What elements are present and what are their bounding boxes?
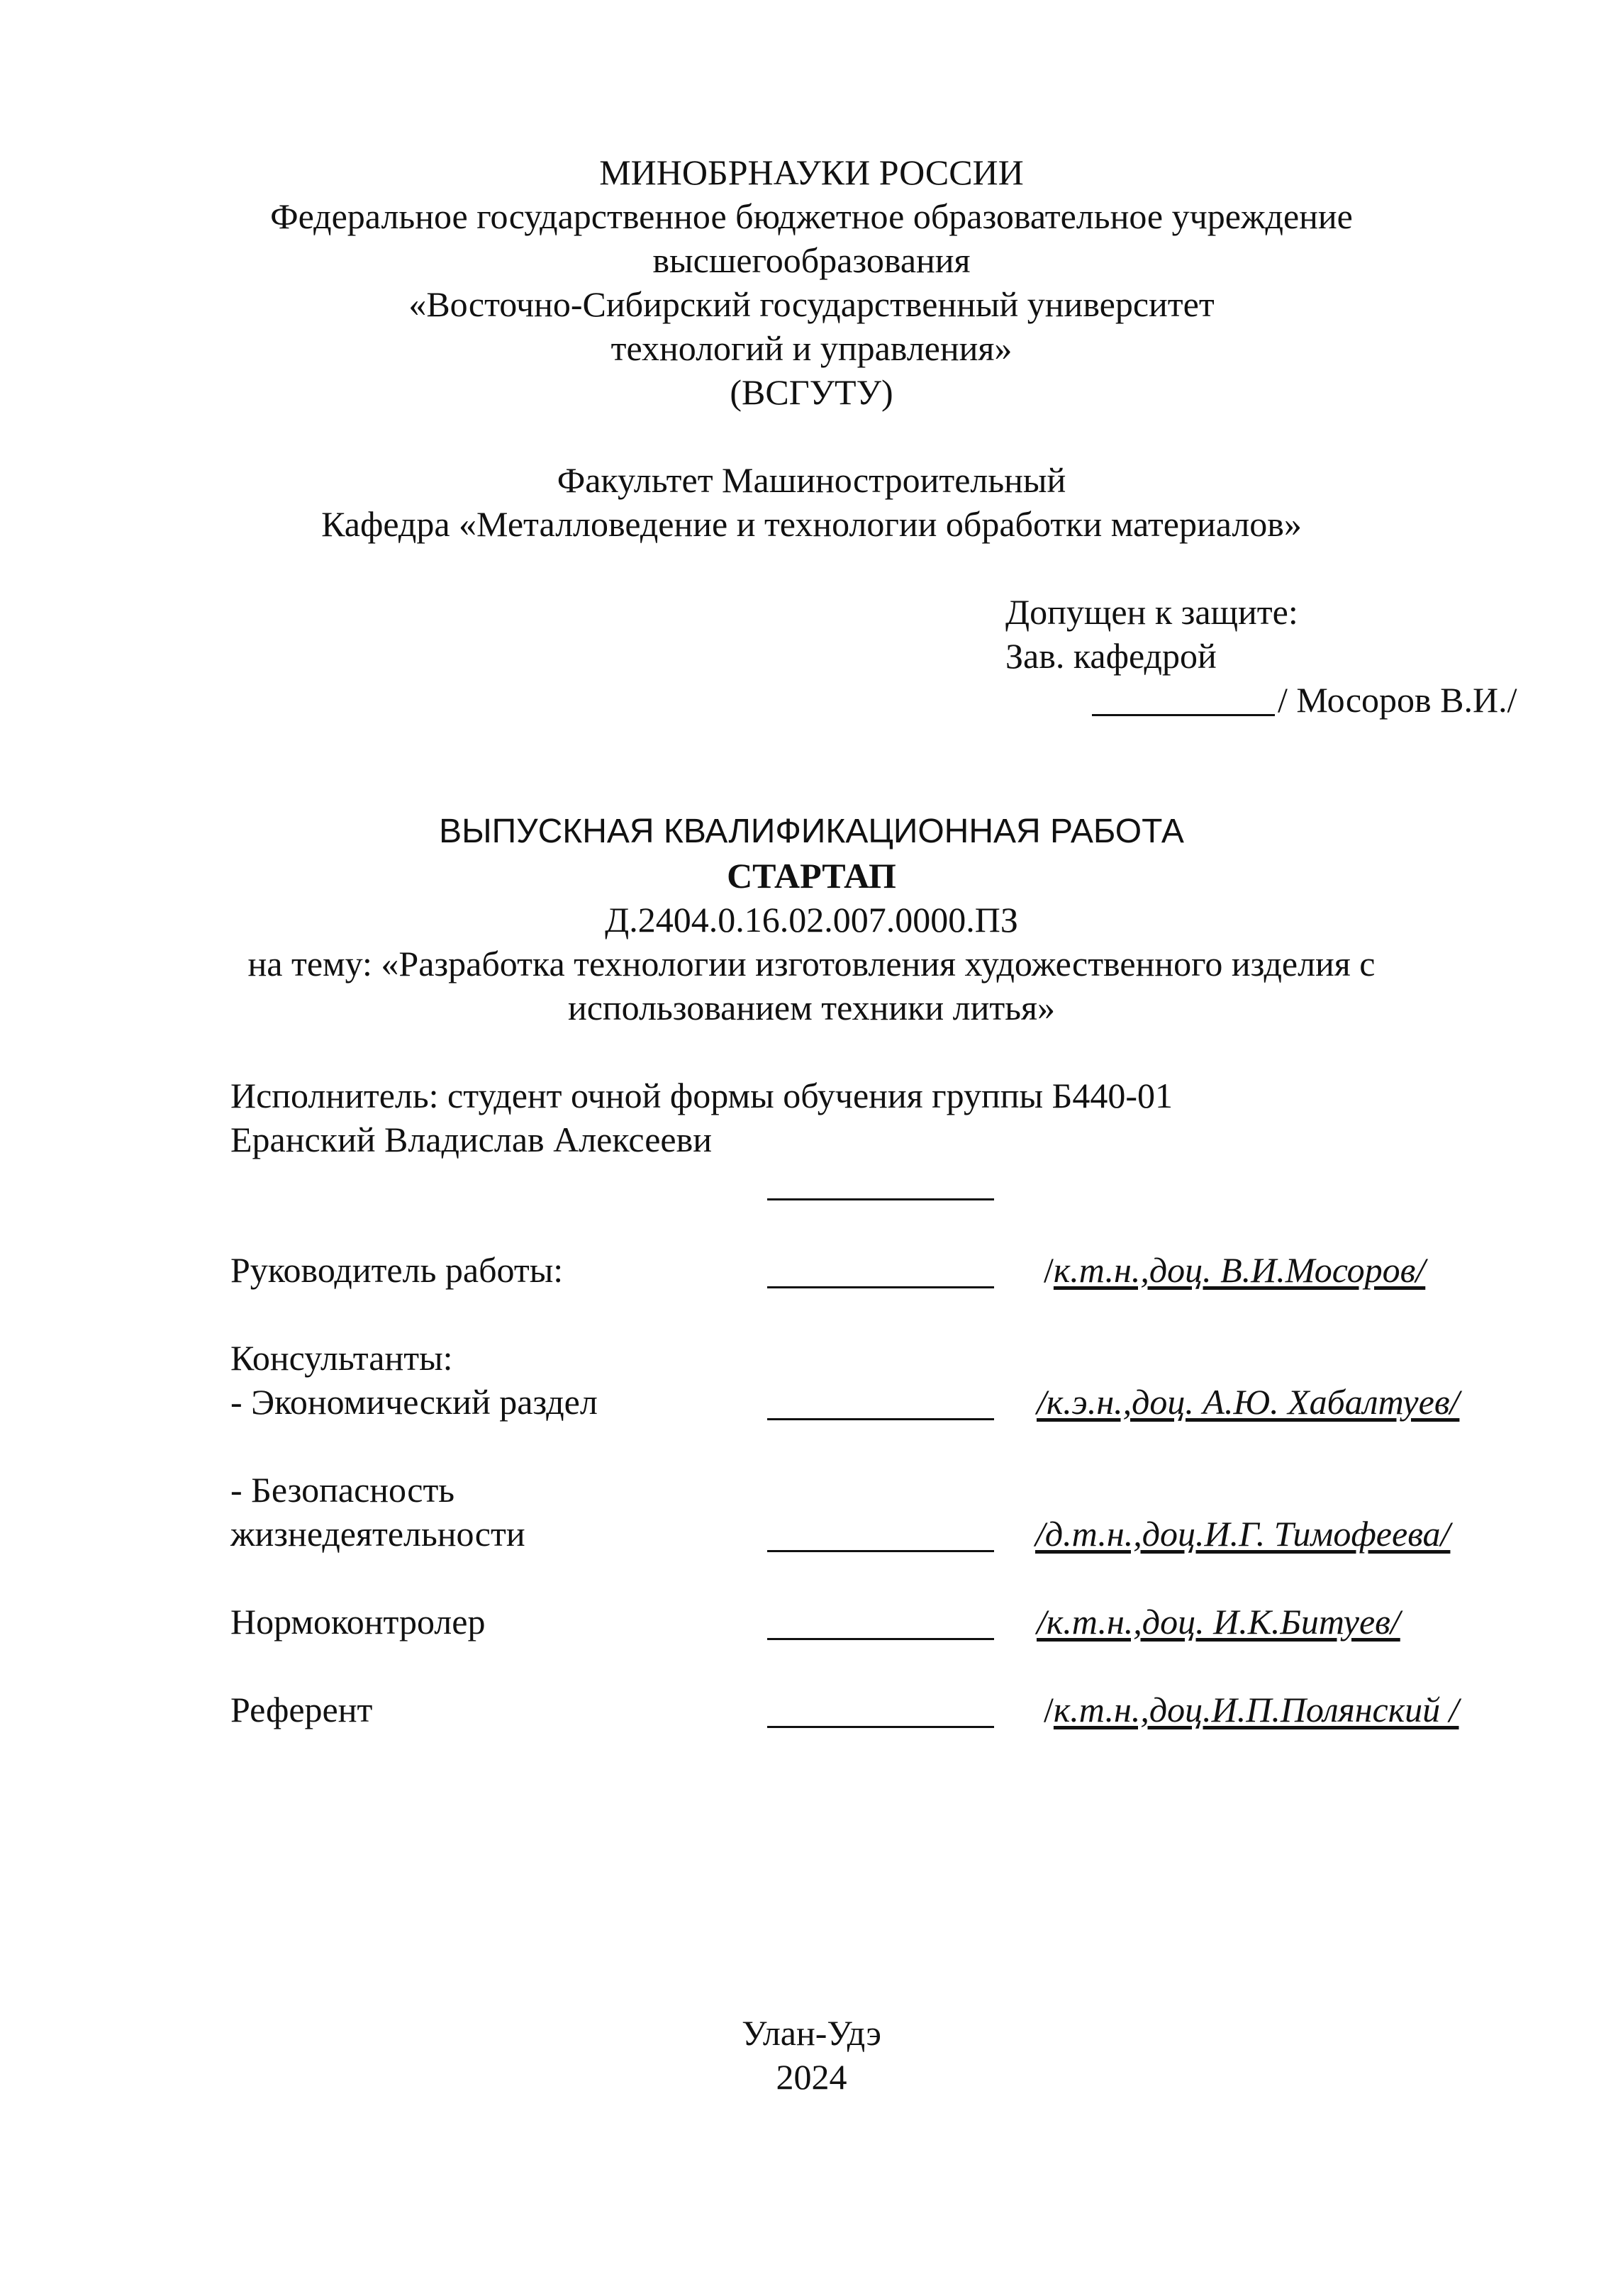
thesis-topic-line-1: на тему: «Разработка технологии изготовления художественного изделия с [247,944,1376,983]
institution-line-2: высшегообразования [652,240,971,280]
faculty-line: Факультет Машиностроительный [557,460,1066,500]
executor-signature-line [767,1198,994,1200]
department-line: Кафедра «Металловедение и технологии обработки материалов» [321,504,1302,544]
city: Улан-Удэ [742,2013,881,2053]
year: 2024 [776,2057,847,2097]
referent-name-wrap: /к.т.н.,доц.И.П.Полянский / [1044,1690,1459,1729]
institution-line-1: Федеральное государственное бюджетное образовательное учреждение [270,196,1353,236]
thesis-topic-line-2: использованием техники литья» [567,988,1056,1027]
economic-name: /к.э.н.,доц. А.Ю. Хабалтуев/ [1037,1382,1460,1422]
referent-label: Референт [230,1690,373,1729]
university-line-1: «Восточно-Сибирский государственный университет [408,284,1215,324]
consultants-label: Консультанты: [230,1338,453,1378]
executor-name: Еранский Владислав Алексееви [230,1120,712,1159]
supervisor-signature-line [767,1286,994,1288]
head-signature-line [1092,714,1275,716]
normcontrol-name: /к.т.н.,доц. И.К.Битуев/ [1037,1602,1400,1642]
thesis-kind: СТАРТАП [727,856,896,896]
executor-line: Исполнитель: студент очной формы обучения группы Б440-01 [230,1076,1173,1115]
safety-label-2: жизнедеятельности [230,1514,525,1554]
economic-label: - Экономический раздел [230,1382,598,1422]
university-abbr: (ВСГУТУ) [730,372,893,412]
ministry-line: МИНОБРНАУКИ РОССИИ [599,152,1024,192]
university-line-2: технологий и управления» [610,328,1013,368]
supervisor-name-wrap: /к.т.н.,доц. В.И.Мосоров/ [1044,1250,1426,1290]
economic-signature-line [767,1418,994,1420]
referent-signature-line [767,1726,994,1728]
thesis-type: ВЫПУСКНАЯ КВАЛИФИКАЦИОННАЯ РАБОТА [439,813,1184,850]
normcontrol-label: Нормоконтролер [230,1602,486,1642]
thesis-code: Д.2404.0.16.02.007.0000.ПЗ [605,900,1018,940]
safety-name: /д.т.н.,доц.И.Г. Тимофеева/ [1035,1514,1451,1554]
referent-name: к.т.н.,доц.И.П.Полянский / [1053,1690,1459,1729]
safety-signature-line [767,1550,994,1552]
supervisor-label: Руководитель работы: [230,1250,564,1290]
admitted-label: Допущен к защите: [1005,592,1298,632]
head-name: / Мосоров В.И./ [1278,680,1517,720]
safety-label-1: - Безопасность [230,1470,455,1510]
supervisor-name: к.т.н.,доц. В.И.Мосоров/ [1053,1250,1426,1290]
normcontrol-signature-line [767,1638,994,1640]
head-title: Зав. кафедрой [1005,636,1217,676]
